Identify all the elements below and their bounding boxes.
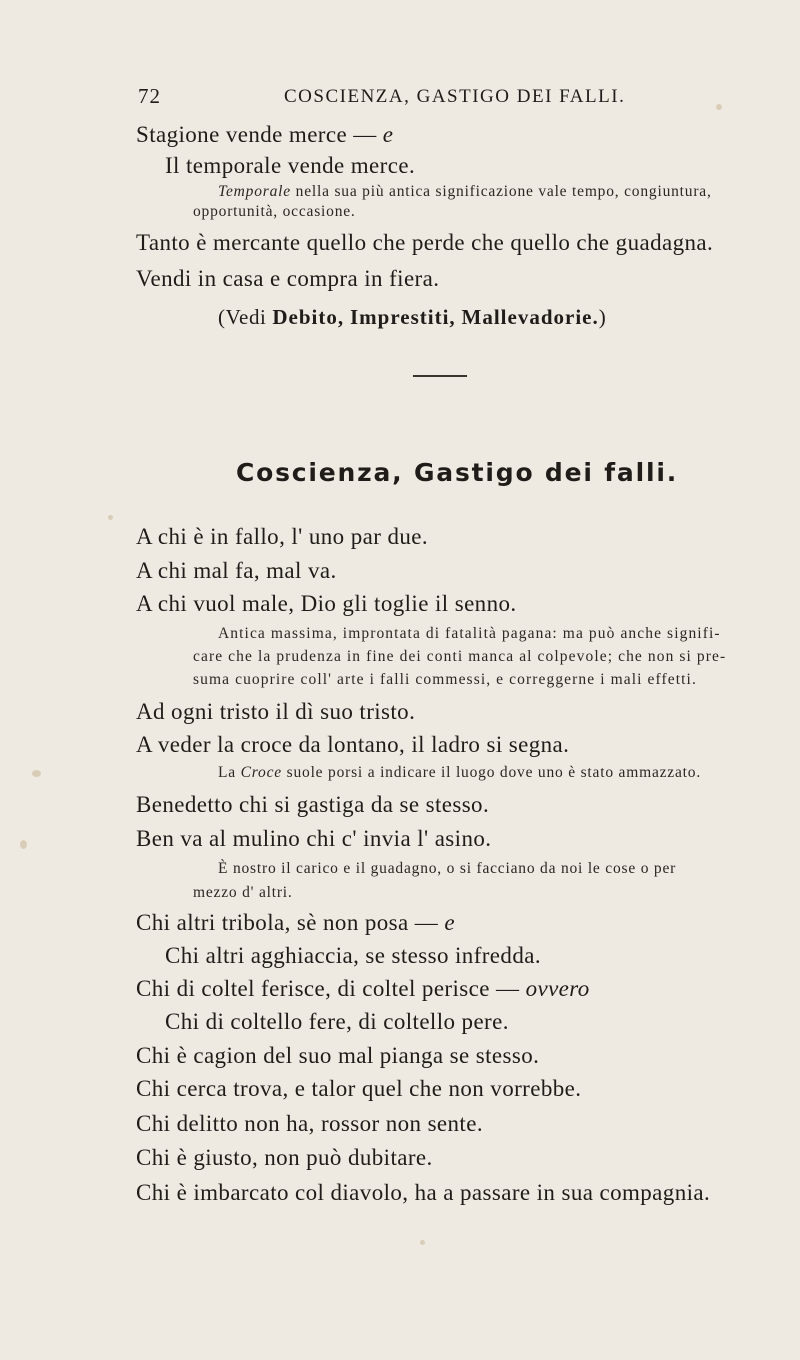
proverb-line: Chi altri agghiaccia, se stesso infredda. [165, 943, 541, 968]
footnote-line [218, 764, 701, 782]
proverb-line: Benedetto chi si gastiga da se stesso. [136, 792, 490, 817]
footnote-line: suma cuoprire coll' arte i falli commessi, e correggerne i mali effetti. [193, 671, 697, 688]
proverb-line [136, 122, 393, 148]
proverb-line: A chi mal fa, mal va. [136, 558, 337, 583]
cross-reference-close: ) [598, 305, 607, 329]
page-number: 72 [138, 84, 161, 108]
footnote-term: Croce [240, 764, 282, 781]
cross-reference-item: Mallevadorie. [461, 305, 599, 329]
proverb-line: Chi cerca trova, e talor quel che non vorrebbe. [136, 1076, 582, 1101]
footnote-text: La [218, 764, 236, 781]
proverb-line: Chi è imbarcato col diavolo, ha a passare in sua compagnia. [136, 1180, 711, 1205]
proverb-line [136, 910, 455, 936]
proverb-line: Ad ogni tristo il dì suo tristo. [136, 699, 416, 724]
section-title: Coscienza, Gastigo dei falli. [236, 458, 679, 487]
cross-reference-item: Debito, [272, 305, 345, 329]
section-divider [413, 375, 467, 377]
paper-stain [108, 515, 113, 520]
proverb-line: A veder la croce da lontano, il ladro si segna. [136, 732, 570, 757]
footnote-term: Temporale [218, 183, 291, 200]
footnote-line: Antica massima, improntata di fatalità pagana: ma può anche signifi- [218, 625, 721, 642]
running-head: COSCIENZA, GASTIGO DEI FALLI. [284, 86, 626, 107]
proverb-line: Ben va al mulino chi c' invia l' asino. [136, 826, 492, 851]
footnote-text: suole porsi a indicare il luogo dove uno è stato ammazzato. [286, 764, 701, 781]
proverb-line: Chi è giusto, non può dubitare. [136, 1145, 433, 1170]
cross-reference-open: (Vedi [218, 305, 267, 329]
proverb-text: Chi altri tribola, sè non posa — [136, 910, 439, 935]
footnote-line [218, 183, 712, 201]
footnote-line: È nostro il carico e il guadagno, o si facciano da noi le cose o per [218, 860, 677, 877]
conjunction: ovvero [525, 976, 590, 1001]
proverb-line: Tanto è mercante quello che perde che quello che guadagna. [136, 230, 714, 255]
proverb-line: Chi di coltello fere, di coltello pere. [165, 1009, 509, 1034]
conjunction: e [382, 122, 394, 147]
conjunction: e [444, 910, 455, 935]
cross-reference [218, 305, 606, 330]
paper-stain [32, 770, 41, 777]
proverb-line: Il temporale vende merce. [165, 153, 416, 178]
proverb-line: Chi è cagion del suo mal pianga se stesso. [136, 1043, 540, 1068]
footnote-line: care che la prudenza in fine dei conti manca al colpevole; che non si pre- [193, 648, 727, 665]
page-header [134, 84, 634, 112]
footnote-text: nella sua più antica significazione vale tempo, congiuntura, [295, 183, 712, 200]
proverb-text: Chi di coltel ferisce, di coltel perisce — [136, 976, 520, 1001]
proverb-text: Stagione vende merce — [136, 122, 377, 147]
proverb-line: Chi delitto non ha, rossor non sente. [136, 1111, 483, 1136]
paper-stain [716, 104, 722, 110]
footnote-line: opportunità, occasione. [193, 203, 356, 220]
cross-reference-item: Imprestiti, [349, 305, 456, 329]
proverb-line: A chi è in fallo, l' uno par due. [136, 524, 428, 549]
proverb-line: Vendi in casa e compra in fiera. [136, 266, 440, 291]
paper-stain [420, 1240, 425, 1245]
footnote-line: mezzo d' altri. [193, 884, 293, 901]
proverb-line: A chi vuol male, Dio gli toglie il senno. [136, 591, 517, 616]
proverb-line [136, 976, 590, 1002]
paper-stain [20, 840, 27, 849]
